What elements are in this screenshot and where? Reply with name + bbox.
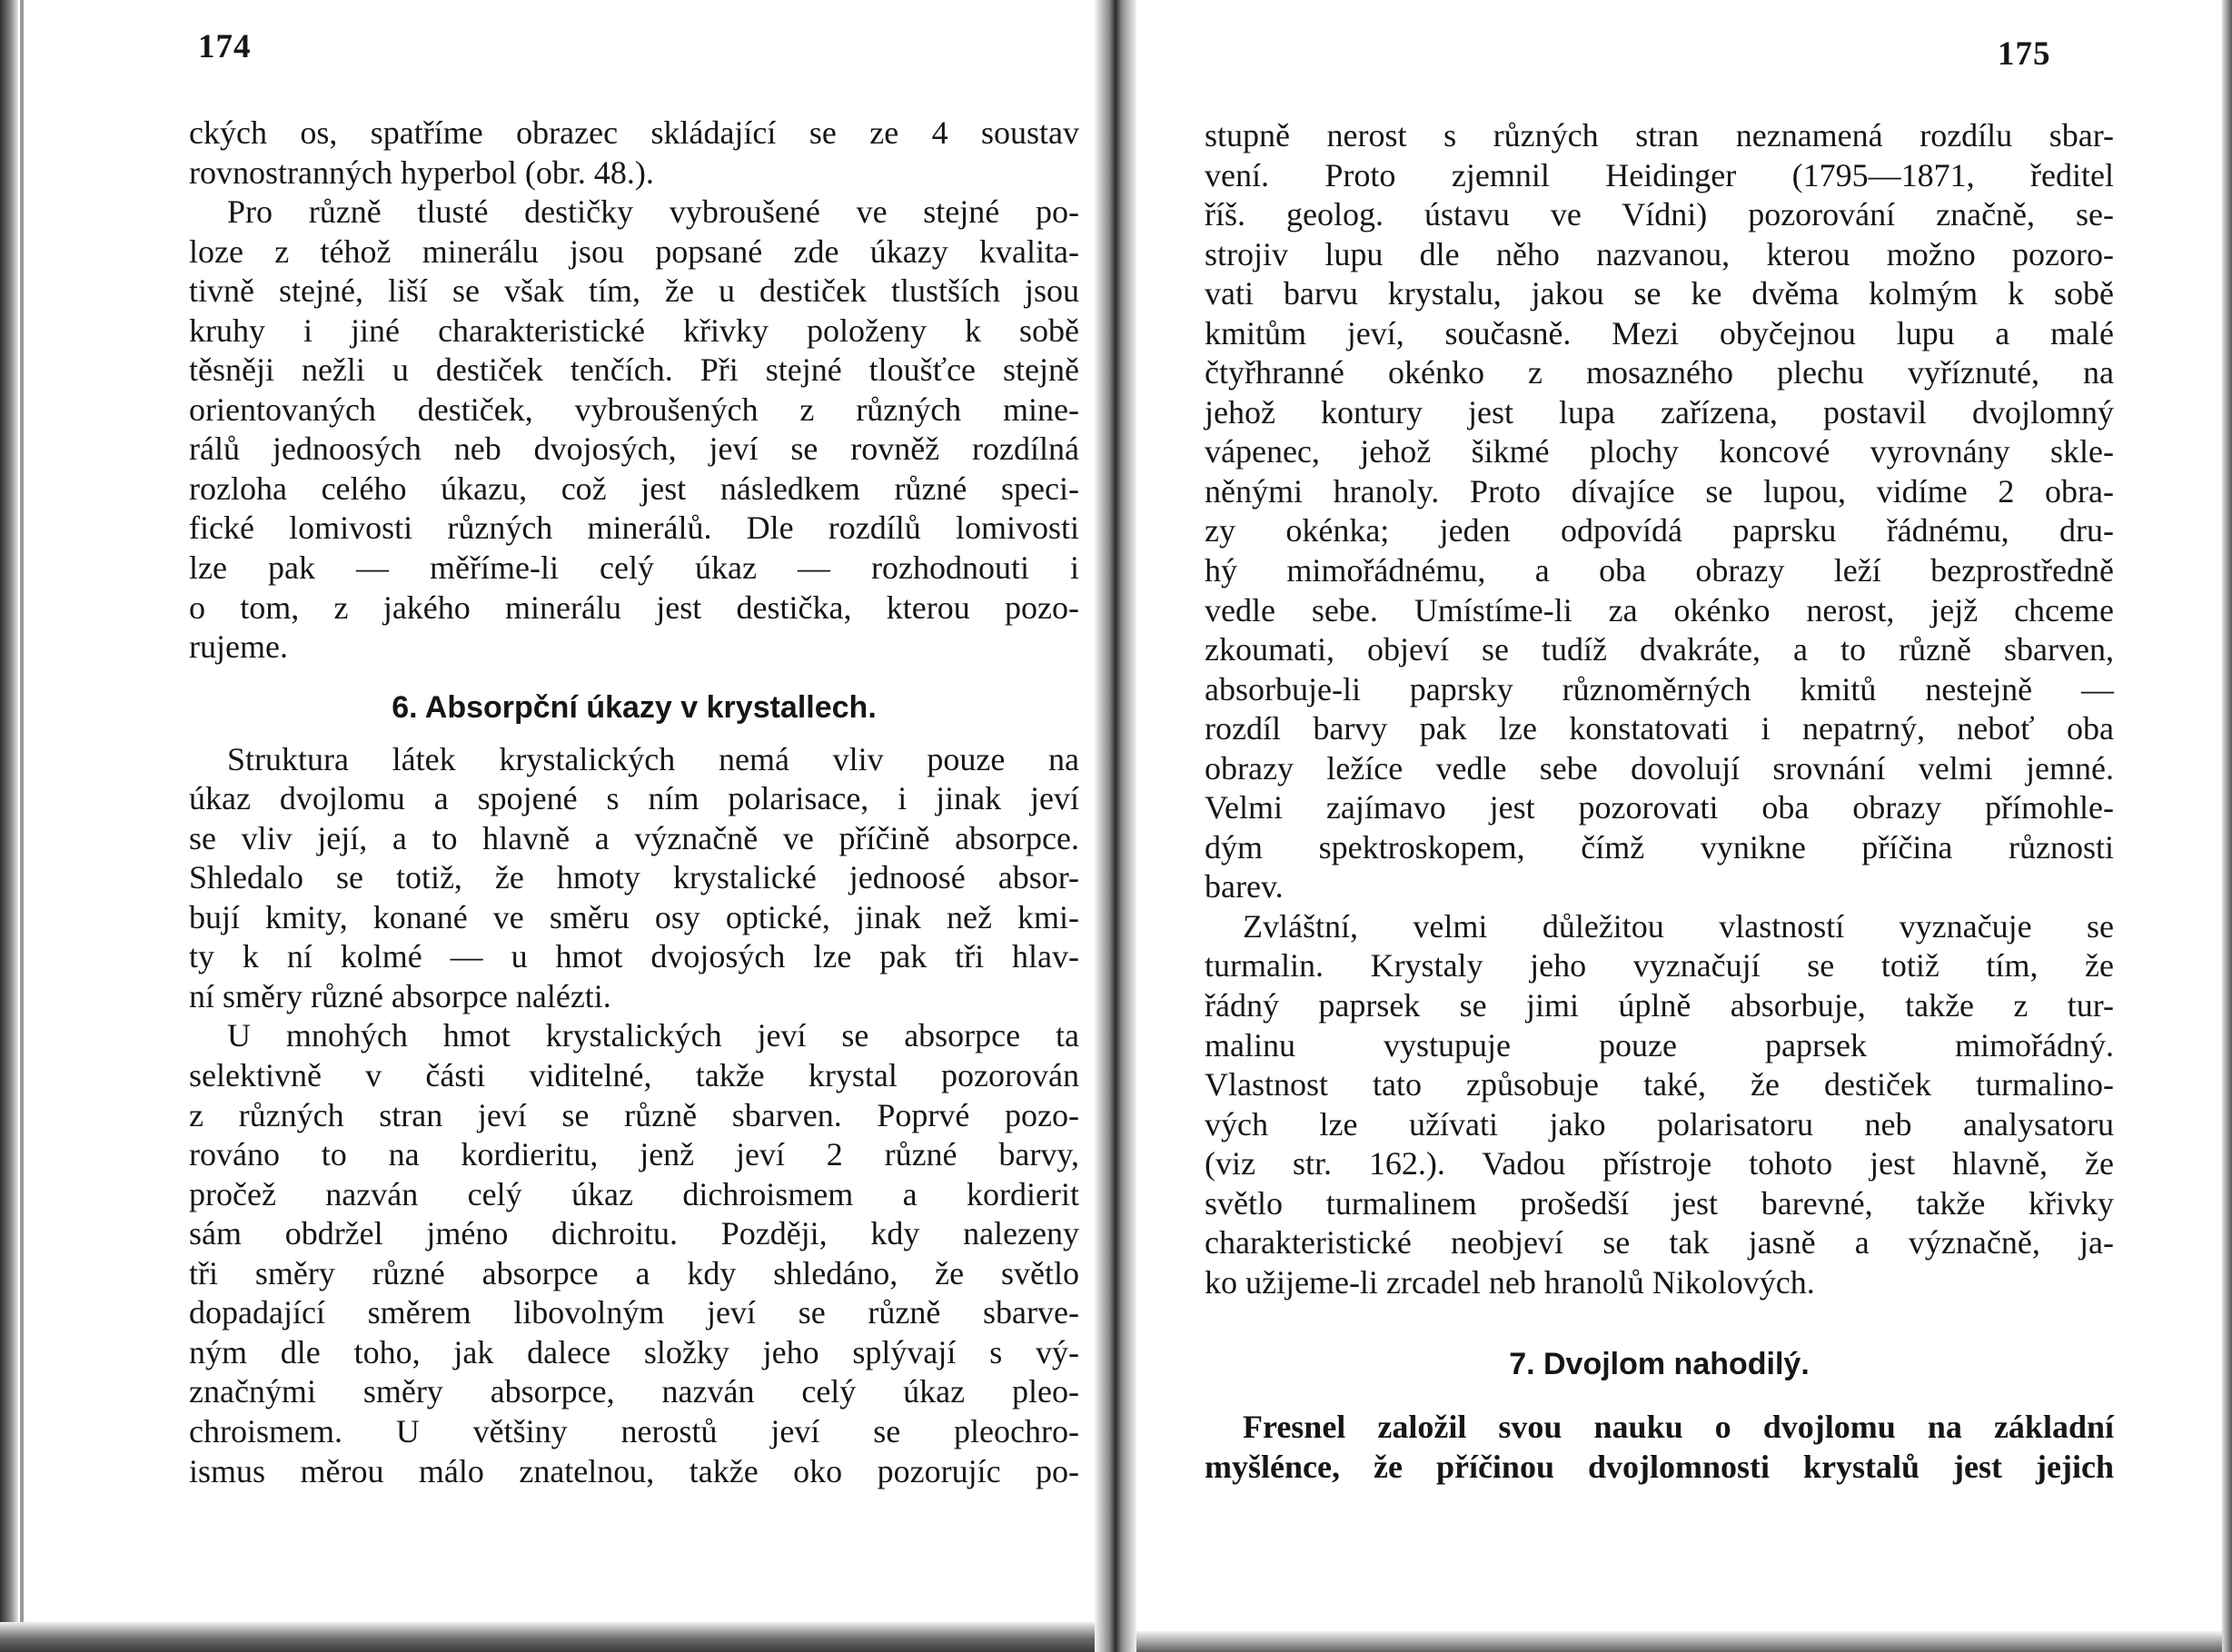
text-line: ty k ní kolmé — u hmot dvojosých lze pak tři hlav- (189, 938, 1079, 975)
text-line: světlo turmalinem prošedší jest barevné, takže křivky (1205, 1184, 2114, 1222)
text-line: obrazy ležíce vedle sebe dovolují srovnání velmi jemné. (1205, 749, 2114, 786)
paragraph (1205, 116, 2114, 907)
paragraph (1205, 907, 2114, 1302)
text-line: vedle sebe. Umístíme-li za okénko nerost, jejž chceme (1205, 591, 2114, 628)
text-line: bují kmity, konané ve směru osy optické, jinak než kmi- (189, 898, 1079, 935)
section-heading: 7. Dvojlom nahodilý. (1509, 1347, 1810, 1382)
book-edge-shadow-right (2222, 0, 2232, 1652)
right-page (1140, 0, 2217, 1626)
text-line: malinu vystupuje pouze paprsek mimořádný. (1205, 1026, 2114, 1063)
text-line: Zvláštní, velmi důležitou vlastností vyznačuje se (1243, 907, 2114, 945)
text-line: pročež nazván celý úkaz dichroismem a kordierit (189, 1175, 1079, 1212)
page-bottom-shadow-left (0, 1622, 1099, 1652)
text-line: kmitům jeví, současně. Mezi obyčejnou lupu a malé (1205, 314, 2114, 351)
text-line: vení. Proto zjemnil Heidinger (1795—1871, ředitel (1205, 156, 2114, 193)
text-line: sám obdržel jméno dichroitu. Později, kdy nalezeny (189, 1215, 1079, 1252)
text-line: tivně stejné, liší se však tím, že u destiček tlustších jsou (189, 272, 1079, 310)
text-line: Pro různě tlusté destičky vybroušené ve stejné po- (227, 193, 1079, 231)
text-line: tři směry různé absorpce a kdy shledáno, že světlo (189, 1254, 1079, 1291)
text-line: (viz str. 162.). Vadou přístroje tohoto jest hlavně, že (1205, 1145, 2114, 1182)
book-edge-shadow-left (0, 0, 18, 1652)
text-line: něnými hranoly. Proto dívajíce se lupou, vidíme 2 obra- (1205, 472, 2114, 509)
book-gutter (1095, 0, 1136, 1652)
text-line: lze pak — měříme-li celý úkaz — rozhodnouti i (189, 549, 1079, 587)
paragraph (1205, 1408, 2114, 1487)
text-line: zy okénka; jeden odpovídá paprsku řádnému, dru- (1205, 512, 2114, 549)
text-line: o tom, z jakého minerálu jest destička, kterou pozo- (189, 589, 1079, 626)
paragraph (189, 1016, 1079, 1491)
text-line: charakteristické neobjeví se tak jasně a význačně, ja- (1205, 1224, 2114, 1261)
text-line: barev. (1205, 868, 1284, 905)
text-line: kruhy i jiné charakteristické křivky položeny k sobě (189, 312, 1079, 349)
text-line: dým spektroskopem, čímž vynikne příčina různosti (1205, 828, 2114, 866)
text-line: těsněji nežli u destiček tenčích. Při stejné tloušťce stejně (189, 351, 1079, 389)
text-line: ným dle toho, jak dalece složky jeho splývají s vý- (189, 1333, 1079, 1370)
text-line: říš. geolog. ústavu ve Vídni) pozorování značně, se- (1205, 196, 2114, 233)
text-line: stupně nerost s různých stran neznamená rozdílu sbar- (1205, 117, 2114, 153)
text-line: chroismem. U většiny nerostů jeví se pleochro- (189, 1412, 1079, 1449)
text-line: ismus měrou málo znatelnou, takže oko pozorujíc po- (189, 1452, 1079, 1489)
text-line: selektivně v části viditelné, takže krystal pozorován (189, 1057, 1079, 1094)
text-line: vápenec, jehož šikmé plochy koncové vyrovnány skle- (1205, 433, 2114, 470)
text-line: zkoumati, objeví se tudíž dvakráte, a to různě sbarven, (1205, 631, 2114, 668)
page-number-right: 175 (1998, 35, 2051, 73)
text-line: čtyřhranné okénko z mosazného plechu vyříznuté, na (1205, 354, 2114, 391)
text-line: rozdíl barvy pak lze konstatovati i nepatrný, neboť oba (1205, 710, 2114, 747)
left-page-text (189, 114, 1079, 1491)
text-line: Velmi zajímavo jest pozorovati oba obrazy přímohle- (1205, 789, 2114, 826)
page-number-left: 174 (198, 28, 252, 65)
text-line: jehož kontury jest lupa zařízena, postavil dvojlomný (1205, 393, 2114, 430)
text-line: hý mimořádnému, a oba obrazy leží bezprostředně (1205, 552, 2114, 589)
text-line: řádný paprsek se jimi úplně absorbuje, takže z tur- (1205, 987, 2114, 1024)
text-line: se vliv její, a to hlavně a význačně ve příčině absorpce. (189, 819, 1079, 856)
text-line: fické lomivosti různých minerálů. Dle rozdílů lomivosti (189, 509, 1079, 547)
text-line: ní směry různé absorpce nalézti. (189, 977, 611, 1014)
text-line: absorbuje-li paprsky různoměrných kmitů nestejně — (1205, 670, 2114, 707)
text-line: rálů jednoosých neb dvojosých, jeví se rovněž rozdílná (189, 430, 1079, 468)
page-bottom-shadow-right (1126, 1631, 2232, 1652)
text-line: Shledalo se totiž, že hmoty krystalické jednoosé absor- (189, 859, 1079, 896)
text-line: loze z téhož minerálu jsou popsané zde úkazy kvalita- (189, 232, 1079, 270)
text-line: úkaz dvojlomu a spojené s ním polarisace, i jinak jeví (189, 780, 1079, 817)
text-line: turmalin. Krystaly jeho vyznačují se totiž tím, že (1205, 947, 2114, 984)
left-page (36, 0, 1090, 1626)
text-line: myšlénce, že příčinou dvojlomnosti krystalů jest jejich (1205, 1448, 2114, 1485)
text-line: vati barvu krystalu, jakou se ke dvěma kolmým k sobě (1205, 275, 2114, 312)
text-line: strojiv lupu dle něho nazvanou, kterou možno pozoro- (1205, 235, 2114, 272)
paragraph (189, 114, 1079, 193)
text-line: ckých os, spatříme obrazec skládající se ze 4 soustav (189, 114, 1079, 151)
section-heading: 6. Absorpční úkazy v krystallech. (392, 689, 877, 725)
text-line: orientovaných destiček, vybroušených z různých mine- (189, 391, 1079, 428)
text-line: rozloha celého úkazu, což jest následkem různé speci- (189, 470, 1079, 507)
text-line: rováno to na kordieritu, jenž jeví 2 různé barvy, (189, 1136, 1079, 1173)
paragraph (189, 193, 1079, 668)
text-line: rujeme. (189, 628, 288, 666)
text-line: rovnostranných hyperbol (obr. 48.). (189, 153, 654, 191)
text-line: ko užijeme-li zrcadel neb hranolů Nikolových. (1205, 1263, 1815, 1301)
paragraph (189, 740, 1079, 1017)
text-line: U mnohých hmot krystalických jeví se absorpce ta (227, 1017, 1079, 1054)
right-page-text (1205, 116, 2114, 1488)
text-line: vých lze užívati jako polarisatoru neb analysatoru (1205, 1105, 2114, 1143)
text-line: Fresnel založil svou nauku o dvojlomu na základní (1243, 1409, 2114, 1446)
text-line: dopadající směrem libovolným jeví se různě sbarve- (189, 1294, 1079, 1331)
text-line: Struktura látek krystalických nemá vliv pouze na (227, 740, 1079, 777)
text-line: Vlastnost tato způsobuje také, že destiček turmalino- (1205, 1066, 2114, 1103)
text-line: značnými směry absorpce, nazván celý úkaz pleo- (189, 1373, 1079, 1410)
text-line: z různých stran jeví se různě sbarven. Poprvé pozo- (189, 1096, 1079, 1133)
book-edge-line-left (20, 0, 24, 1652)
